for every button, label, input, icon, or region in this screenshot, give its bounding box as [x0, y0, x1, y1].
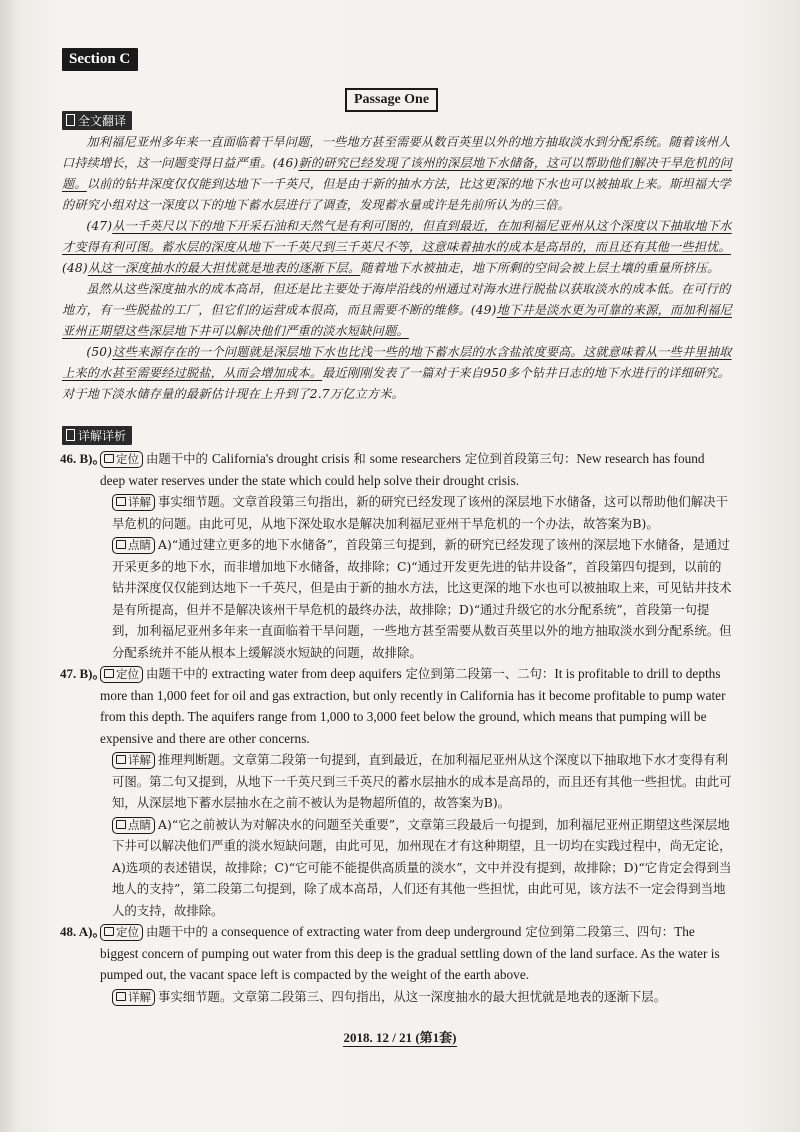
locate-chip — [100, 666, 143, 683]
english-quote: It is profitable to drill to depths more than 1,000 feet for oil and gas extraction, but only recently in California has it become profitable to pump water from this depth. The aquifers range from 1,000 to 3,000 feet below the ground, which means that pumping will be expensive and there are other concerns. — [100, 666, 726, 746]
folder-icon — [104, 669, 114, 678]
text-span: 定位到第二段第三、四句： — [525, 924, 675, 939]
point-chip — [112, 537, 155, 554]
explain-line — [62, 986, 732, 1008]
underlined-sentence: 地下井是淡水更为可靠的来源，而加利福尼亚州正期望这些深层地下井可以解决他们严重的淡水短缺问题。 — [62, 303, 732, 338]
text-span: 推理判断题。文章第二段第一句提到，直到最近，在加利福尼亚州从这个深度以下抽取地下水才变得有利可图。第二句又提到，从地下一千英尺到三千英尺的蓄水层抽水的成本是高昂的，而且还有其他一些担忧。由此可知，从深层地下蓄水层抽水在之前不被认为是物超所值的，故答案为B)。 — [112, 752, 732, 810]
translation-text-span: (50) — [86, 345, 113, 359]
translation-paragraph-2 — [62, 216, 732, 279]
question-number: 47. B)。 — [60, 666, 106, 681]
text-span: A)“它之前被认为对解决水的问题至关重要”，文章第三段最后一句提到，加利福尼亚州正期望这些深层地下井可以解决他们严重的淡水短缺问题，由此可见，加州现在才有这种期望，且一切均在实践过程中，尚无定论，A)选项的表述错误，故排除；C)“它可能不能提供高质量的淡水”，文中并没有提到，故排除；D)“它肯定会得到当地人的支持”，第二段第二句提到，除了成本高昂，人们还有其他一些担忧，由此可见，该方法不一定会得到当地人的支持，故排除。 — [112, 816, 732, 918]
translation-text-span: 虽然从这些深度抽水的成本高昂，但还是比主要处于海岸沿线的州通过对海水进行脱盐以获取淡水的成本低。在可行的地方，有一些脱盐的工厂，但它们的运营成本很高，而且需要不断的维修。(49) — [62, 282, 731, 317]
text-span: A)“通过建立更多的地下水储备”，首段第三句提到，新的研究已经发现了该州的深层地下水储备，是通过开采更多的地下水，而非增加地下水储备，故排除；C)“通过开发更先进的钻井设备”，首段第四句提到，以前的钻井深度仅仅能到达地下一千英尺，但是由于新的抽水方法，比这更深的地下水也可以被抽取上来，可见钻井技术是有所提高，但并不是解决该州干旱危机的最终办法，故排除；D)“通过升级它的水分配系统”，首段第一句提到，加利福尼亚州多年来一直面临着干旱问题，一些地方甚至需要从数百英里以外的地方抽取淡水到分配系统。但分配系统并不能从根本上缓解淡水短缺的问题，故排除。 — [112, 537, 732, 660]
english-quote: California's drought crisis — [211, 451, 350, 466]
analysis-section — [62, 448, 732, 1007]
chip-text: 点睛 — [128, 817, 151, 832]
text-span: 和 — [353, 451, 366, 466]
translation-paragraph-4 — [62, 342, 732, 405]
folder-icon — [116, 992, 126, 1001]
text-span: 定位到首段第三句： — [464, 451, 577, 466]
locate-line — [62, 921, 732, 986]
translation-paragraph-1 — [62, 132, 732, 216]
heading-square-icon — [66, 429, 75, 441]
translation-heading-text: 全文翻译 — [78, 114, 127, 128]
chip-text: 详解 — [128, 495, 151, 509]
translation-text — [62, 132, 732, 405]
text-span: 事实细节题。文章第二段第三、四句指出，从这一深度抽水的最大担忧就是地表的逐渐下层。 — [158, 988, 667, 1004]
chip-text: 定位 — [116, 667, 139, 681]
locate-chip — [100, 924, 143, 941]
point-line — [62, 814, 732, 922]
underlined-sentence: 这些来源存在的一个问题就是深层地下水也比浅一些的地下蓄水层的水含盐浓度要高。这就意味着从一些井里抽取上来的水甚至需要经过脱盐，从而会增加成本。 — [62, 345, 732, 380]
explain-chip — [112, 494, 155, 511]
translation-text-span: (47) — [86, 219, 113, 233]
folder-icon — [104, 454, 114, 463]
translation-text-span: 加利福尼亚州多年来一直面临着干旱问题，一些地方甚至需要从数百英里以外的地方抽取淡水到分配系统。随着该州人口持续增长，这一问题变得日益严重。(46) — [62, 135, 731, 170]
chip-text: 点睛 — [128, 538, 151, 552]
text-span: 定位到第二段第一、二句： — [405, 666, 555, 681]
chip-text: 详解 — [128, 753, 151, 767]
english-quote: New research has found deep water reserves under the state which could help solve their drought crisis. — [100, 451, 705, 488]
english-quote: extracting water from deep aquifers — [211, 666, 402, 681]
chip-text: 定位 — [116, 925, 139, 939]
text-span: 由题干中的 — [146, 924, 208, 939]
point-line — [62, 534, 732, 663]
folder-icon — [104, 927, 114, 936]
underlined-sentence: 从这一深度抽水的最大担忧就是地表的逐渐下层。 — [87, 261, 361, 275]
translation-heading — [62, 111, 132, 130]
folder-icon — [116, 755, 126, 764]
question-number: 46. B)。 — [60, 451, 106, 466]
text-span: 由题干中的 — [146, 666, 208, 681]
folder-icon — [116, 497, 126, 506]
text-span: 由题干中的 — [146, 451, 208, 466]
underlined-sentence: 新的研究已经发现了该州的深层地下水储备，这可以帮助他们解决干旱危机的问题。 — [62, 156, 732, 191]
explain-line — [62, 491, 732, 534]
chip-text: 定位 — [116, 452, 139, 466]
translation-text-span: 随着地下水被抽走，地下所剩的空间会被上层土壤的重量所挤压。 — [360, 261, 720, 275]
translation-text-span: (48) — [62, 261, 88, 275]
section-label: Section C — [62, 48, 138, 71]
heading-square-icon — [66, 114, 75, 126]
translation-text-span: 以前的钻井深度仅仅能到达地下一千英尺，但是由于新的抽水方法，比这更深的地下水也可以被抽取上来。斯坦福大学的研究小组对这一深度以下的地下蓄水层进行了调查，发现蓄水量或许是先前所认为的三倍。 — [62, 177, 731, 212]
locate-chip — [100, 451, 143, 468]
english-quote: some researchers — [369, 451, 461, 466]
folder-icon — [116, 820, 126, 829]
question-48 — [62, 921, 732, 1007]
explain-chip — [112, 752, 155, 769]
passage-title: Passage One — [345, 88, 438, 112]
question-47 — [62, 663, 732, 921]
chip-text: 详解 — [128, 989, 151, 1004]
underlined-sentence: 从一千英尺以下的地下开采石油和天然气是有利可图的，但直到最近，在加利福尼亚州从这个深度以下抽取地下水才变得有利可图。蓄水层的深度从地下一千英尺到三千英尺不等，这意味着抽水的成本是高昂的，而且还有其他一些担忧。 — [62, 219, 732, 254]
explain-chip — [112, 989, 155, 1006]
page-footer — [0, 1027, 800, 1046]
point-chip — [112, 817, 155, 834]
english-quote: a consequence of extracting water from deep underground — [211, 924, 522, 939]
question-number: 48. A)。 — [60, 924, 106, 939]
translation-paragraph-3 — [62, 279, 732, 342]
translation-text-span: 最近刚刚发表了一篇对于来自950多个钻井日志的地下水进行的详细研究。对于地下淡水储存量的最新估计现在上升到了2.7万亿立方米。 — [62, 366, 731, 401]
english-quote: The biggest concern of pumping out water from this deep is the gradual settling down of the land surface. As the water is pumped out, the vacant space left is compacted by the weight of the earth above. — [100, 924, 720, 982]
question-46 — [62, 448, 732, 663]
folder-icon — [116, 540, 126, 549]
locate-line — [62, 663, 732, 749]
locate-line — [62, 448, 732, 491]
footer-text: 2018. 12 / 21 (第1套) — [343, 1030, 457, 1045]
explain-line — [62, 749, 732, 814]
text-span: 事实细节题。文章首段第三句指出，新的研究已经发现了该州的深层地下水储备，这可以帮助他们解决干旱危机的问题。由此可见，从地下深处取水是解决加利福尼亚州干旱危机的一个办法，故答案为B)。 — [112, 494, 728, 531]
analysis-heading — [62, 426, 132, 445]
analysis-heading-text: 详解详析 — [78, 429, 127, 443]
